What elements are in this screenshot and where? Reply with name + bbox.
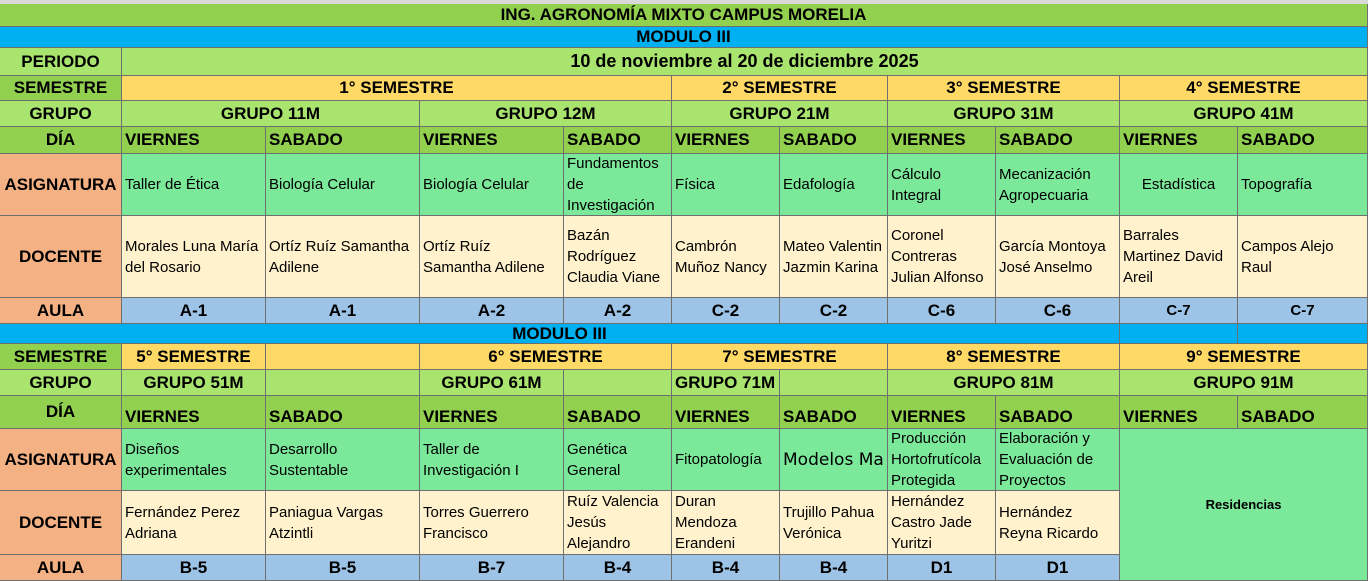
subject-cell[interactable]: Topografía bbox=[1238, 154, 1368, 216]
group-31m[interactable]: GRUPO 31M bbox=[888, 101, 1120, 127]
room-cell[interactable]: C-6 bbox=[996, 298, 1120, 324]
teacher-cell[interactable]: Torres Guerrero Francisco bbox=[420, 491, 564, 555]
day-cell[interactable]: SABADO bbox=[996, 127, 1120, 154]
group-12m[interactable]: GRUPO 12M bbox=[420, 101, 672, 127]
day-cell[interactable]: VIERNES bbox=[1120, 396, 1238, 429]
label-aula-top[interactable]: AULA bbox=[0, 298, 122, 324]
sheet-title[interactable]: ING. AGRONOMÍA MIXTO CAMPUS MORELIA bbox=[0, 4, 1368, 27]
day-cell[interactable]: VIERNES bbox=[672, 127, 780, 154]
room-cell[interactable]: D1 bbox=[996, 555, 1120, 581]
semester-9[interactable]: 9° SEMESTRE bbox=[1120, 344, 1368, 370]
subject-cell[interactable]: Producción Hortofrutícola Protegida bbox=[888, 429, 996, 491]
day-cell[interactable]: SABADO bbox=[564, 396, 672, 429]
teacher-cell[interactable]: García Montoya José Anselmo bbox=[996, 216, 1120, 298]
day-cell[interactable]: VIERNES bbox=[420, 396, 564, 429]
label-grupo-top[interactable]: GRUPO bbox=[0, 101, 122, 127]
empty-cell[interactable] bbox=[780, 370, 888, 396]
subject-cell[interactable]: Edafología bbox=[780, 154, 888, 216]
day-cell[interactable]: VIERNES bbox=[420, 127, 564, 154]
room-cell[interactable]: B-5 bbox=[122, 555, 266, 581]
module-header-cell bbox=[1120, 324, 1238, 344]
teacher-cell[interactable]: Trujillo Pahua Verónica bbox=[780, 491, 888, 555]
label-asignatura-top[interactable]: ASIGNATURA bbox=[0, 154, 122, 216]
label-docente-bottom[interactable]: DOCENTE bbox=[0, 491, 122, 555]
group-51m[interactable]: GRUPO 51M bbox=[122, 370, 266, 396]
semester-1[interactable]: 1° SEMESTRE bbox=[122, 76, 672, 101]
teacher-cell[interactable]: Paniagua Vargas Atzintli bbox=[266, 491, 420, 555]
label-periodo[interactable]: PERIODO bbox=[0, 48, 122, 76]
subject-cell[interactable]: Taller de Ética bbox=[122, 154, 266, 216]
label-semestre-top[interactable]: SEMESTRE bbox=[0, 76, 122, 101]
module-header-cell bbox=[1238, 324, 1368, 344]
day-cell[interactable]: VIERNES bbox=[672, 396, 780, 429]
group-21m[interactable]: GRUPO 21M bbox=[672, 101, 888, 127]
room-cell[interactable]: A-2 bbox=[564, 298, 672, 324]
room-cell[interactable]: B-7 bbox=[420, 555, 564, 581]
teacher-cell[interactable]: Duran Mendoza Erandeni bbox=[672, 491, 780, 555]
residencias-cell[interactable]: Residencias bbox=[1120, 429, 1368, 581]
subject-cell[interactable]: Biología Celular bbox=[266, 154, 420, 216]
subject-cell[interactable]: Biología Celular bbox=[420, 154, 564, 216]
room-cell[interactable]: A-1 bbox=[266, 298, 420, 324]
label-dia-bottom[interactable]: DÍA bbox=[0, 396, 122, 429]
teacher-cell[interactable]: Ruíz Valencia Jesús Alejandro bbox=[564, 491, 672, 555]
module-header-bottom[interactable]: MODULO III bbox=[0, 324, 1120, 344]
day-cell[interactable]: SABADO bbox=[780, 396, 888, 429]
empty-cell[interactable] bbox=[266, 370, 420, 396]
day-cell[interactable]: SABADO bbox=[996, 396, 1120, 429]
teacher-cell[interactable]: Ortíz Ruíz Samantha Adilene bbox=[266, 216, 420, 298]
day-cell[interactable]: VIERNES bbox=[888, 127, 996, 154]
subject-cell[interactable]: Elaboración y Evaluación de Proyectos bbox=[996, 429, 1120, 491]
room-cell[interactable]: A-2 bbox=[420, 298, 564, 324]
teacher-cell[interactable]: Fernández Perez Adriana bbox=[122, 491, 266, 555]
room-cell[interactable]: D1 bbox=[888, 555, 996, 581]
group-11m[interactable]: GRUPO 11M bbox=[122, 101, 420, 127]
group-61m[interactable]: GRUPO 61M bbox=[420, 370, 564, 396]
day-cell[interactable]: SABADO bbox=[266, 127, 420, 154]
day-cell[interactable]: VIERNES bbox=[1120, 127, 1238, 154]
subject-cell[interactable]: Taller de Investigación I bbox=[420, 429, 564, 491]
room-cell[interactable]: A-1 bbox=[122, 298, 266, 324]
teacher-cell[interactable]: Mateo Valentin Jazmin Karina bbox=[780, 216, 888, 298]
label-dia-top[interactable]: DÍA bbox=[0, 127, 122, 154]
subject-cell[interactable]: Desarrollo Sustentable bbox=[266, 429, 420, 491]
room-cell[interactable]: B-5 bbox=[266, 555, 420, 581]
label-asignatura-bottom[interactable]: ASIGNATURA bbox=[0, 429, 122, 491]
semester-3[interactable]: 3° SEMESTRE bbox=[888, 76, 1120, 101]
subject-cell[interactable]: Mecanización Agropecuaria bbox=[996, 154, 1120, 216]
label-aula-bottom[interactable]: AULA bbox=[0, 555, 122, 581]
day-cell[interactable]: SABADO bbox=[1238, 127, 1368, 154]
periodo-value[interactable]: 10 de noviembre al 20 de diciembre 2025 bbox=[122, 48, 1368, 76]
empty-cell[interactable] bbox=[266, 344, 420, 370]
semester-7[interactable]: 7° SEMESTRE bbox=[672, 344, 888, 370]
semester-6[interactable]: 6° SEMESTRE bbox=[420, 344, 672, 370]
teacher-cell[interactable]: Barrales Martinez David Areil bbox=[1120, 216, 1238, 298]
room-cell[interactable]: B-4 bbox=[672, 555, 780, 581]
group-71m[interactable]: GRUPO 71M bbox=[672, 370, 780, 396]
room-cell[interactable]: C-6 bbox=[888, 298, 996, 324]
room-cell[interactable]: B-4 bbox=[780, 555, 888, 581]
module-header-top[interactable]: MODULO III bbox=[0, 27, 1368, 48]
day-cell[interactable]: SABADO bbox=[780, 127, 888, 154]
semester-2[interactable]: 2° SEMESTRE bbox=[672, 76, 888, 101]
subject-cell[interactable]: Diseños experimentales bbox=[122, 429, 266, 491]
subject-cell[interactable]: Fundamentos de Investigación bbox=[564, 154, 672, 216]
subject-cell[interactable]: Física bbox=[672, 154, 780, 216]
group-91m[interactable]: GRUPO 91M bbox=[1120, 370, 1368, 396]
semester-8[interactable]: 8° SEMESTRE bbox=[888, 344, 1120, 370]
room-cell[interactable]: B-4 bbox=[564, 555, 672, 581]
day-cell[interactable]: SABADO bbox=[1238, 396, 1368, 429]
teacher-cell[interactable]: Bazán Rodríguez Claudia Viane bbox=[564, 216, 672, 298]
subject-cell[interactable]: Modelos Ma bbox=[780, 429, 888, 491]
day-cell[interactable]: SABADO bbox=[266, 396, 420, 429]
day-cell[interactable]: SABADO bbox=[564, 127, 672, 154]
teacher-cell[interactable]: Hernández Reyna Ricardo bbox=[996, 491, 1120, 555]
day-cell[interactable]: VIERNES bbox=[122, 127, 266, 154]
label-docente-top[interactable]: DOCENTE bbox=[0, 216, 122, 298]
semester-4[interactable]: 4° SEMESTRE bbox=[1120, 76, 1368, 101]
teacher-cell[interactable]: Hernández Castro Jade Yuritzi bbox=[888, 491, 996, 555]
teacher-cell[interactable]: Cambrón Muñoz Nancy bbox=[672, 216, 780, 298]
room-cell[interactable]: C-2 bbox=[672, 298, 780, 324]
semester-5[interactable]: 5° SEMESTRE bbox=[122, 344, 266, 370]
subject-cell[interactable]: Cálculo Integral bbox=[888, 154, 996, 216]
day-cell[interactable]: VIERNES bbox=[122, 396, 266, 429]
subject-cell[interactable]: Genética General bbox=[564, 429, 672, 491]
group-41m[interactable]: GRUPO 41M bbox=[1120, 101, 1368, 127]
teacher-cell[interactable]: Campos Alejo Raul bbox=[1238, 216, 1368, 298]
subject-cell[interactable]: Fitopatología bbox=[672, 429, 780, 491]
teacher-cell[interactable]: Coronel Contreras Julian Alfonso bbox=[888, 216, 996, 298]
group-81m[interactable]: GRUPO 81M bbox=[888, 370, 1120, 396]
empty-cell[interactable] bbox=[564, 370, 672, 396]
room-cell[interactable]: C-2 bbox=[780, 298, 888, 324]
day-cell[interactable]: VIERNES bbox=[888, 396, 996, 429]
room-cell[interactable]: C-7 bbox=[1120, 298, 1238, 324]
room-cell[interactable]: C-7 bbox=[1238, 298, 1368, 324]
teacher-cell[interactable]: Ortíz Ruíz Samantha Adilene bbox=[420, 216, 564, 298]
subject-cell[interactable]: Estadística bbox=[1120, 154, 1238, 216]
teacher-cell[interactable]: Morales Luna María del Rosario bbox=[122, 216, 266, 298]
label-semestre-bottom[interactable]: SEMESTRE bbox=[0, 344, 122, 370]
label-grupo-bottom[interactable]: GRUPO bbox=[0, 370, 122, 396]
